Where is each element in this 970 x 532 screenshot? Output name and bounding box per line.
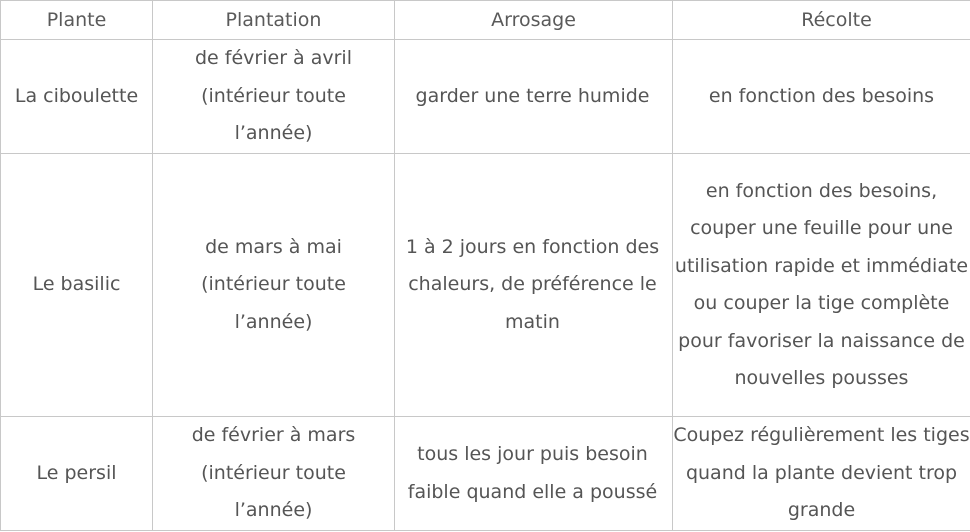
arrosage-text: tous les jour puis besoin faible quand elle a poussé [407, 443, 658, 503]
cell-plante [1, 40, 153, 154]
table-header-row [1, 1, 970, 40]
table-row [1, 40, 970, 154]
cell-arrosage [395, 40, 673, 154]
table-row [1, 417, 970, 531]
cell-arrosage [395, 417, 673, 531]
cell-plantation [153, 40, 395, 154]
cell-plante [1, 417, 153, 531]
cell-arrosage [395, 154, 673, 417]
plant-name: La ciboulette [14, 84, 139, 107]
header-arrosage: Arrosage [395, 1, 673, 40]
table-row [1, 154, 970, 417]
header-plantation: Plantation [153, 1, 395, 40]
header-recolte: Récolte [673, 1, 970, 40]
arrosage-text: garder une terre humide [415, 84, 650, 107]
recolte-text: en fonction des besoins, couper une feuille pour une utilisation rapide et immédiate ou couper la tige complète pour favoriser la naissance de nouvelles pousses [674, 179, 969, 389]
recolte-text: en fonction des besoins [708, 84, 935, 107]
plantation-text: de février à avril (intérieur toute l’année) [195, 47, 352, 145]
plant-name: Le persil [36, 461, 117, 484]
plant-name: Le basilic [32, 273, 121, 296]
header-plante: Plante [1, 1, 153, 40]
cell-recolte [673, 40, 970, 154]
cell-plantation [153, 154, 395, 417]
cell-recolte [673, 417, 970, 531]
arrosage-text: 1 à 2 jours en fonction des chaleurs, de préférence le matin [405, 235, 660, 333]
cell-recolte [673, 154, 970, 417]
plantation-text: de février à mars (intérieur toute l’année) [191, 424, 356, 522]
recolte-text: Coupez régulièrement les tiges quand la plante devient trop grande [673, 424, 970, 522]
cell-plante [1, 154, 153, 417]
cell-plantation [153, 417, 395, 531]
plantation-text: de mars à mai (intérieur toute l’année) [201, 235, 346, 333]
